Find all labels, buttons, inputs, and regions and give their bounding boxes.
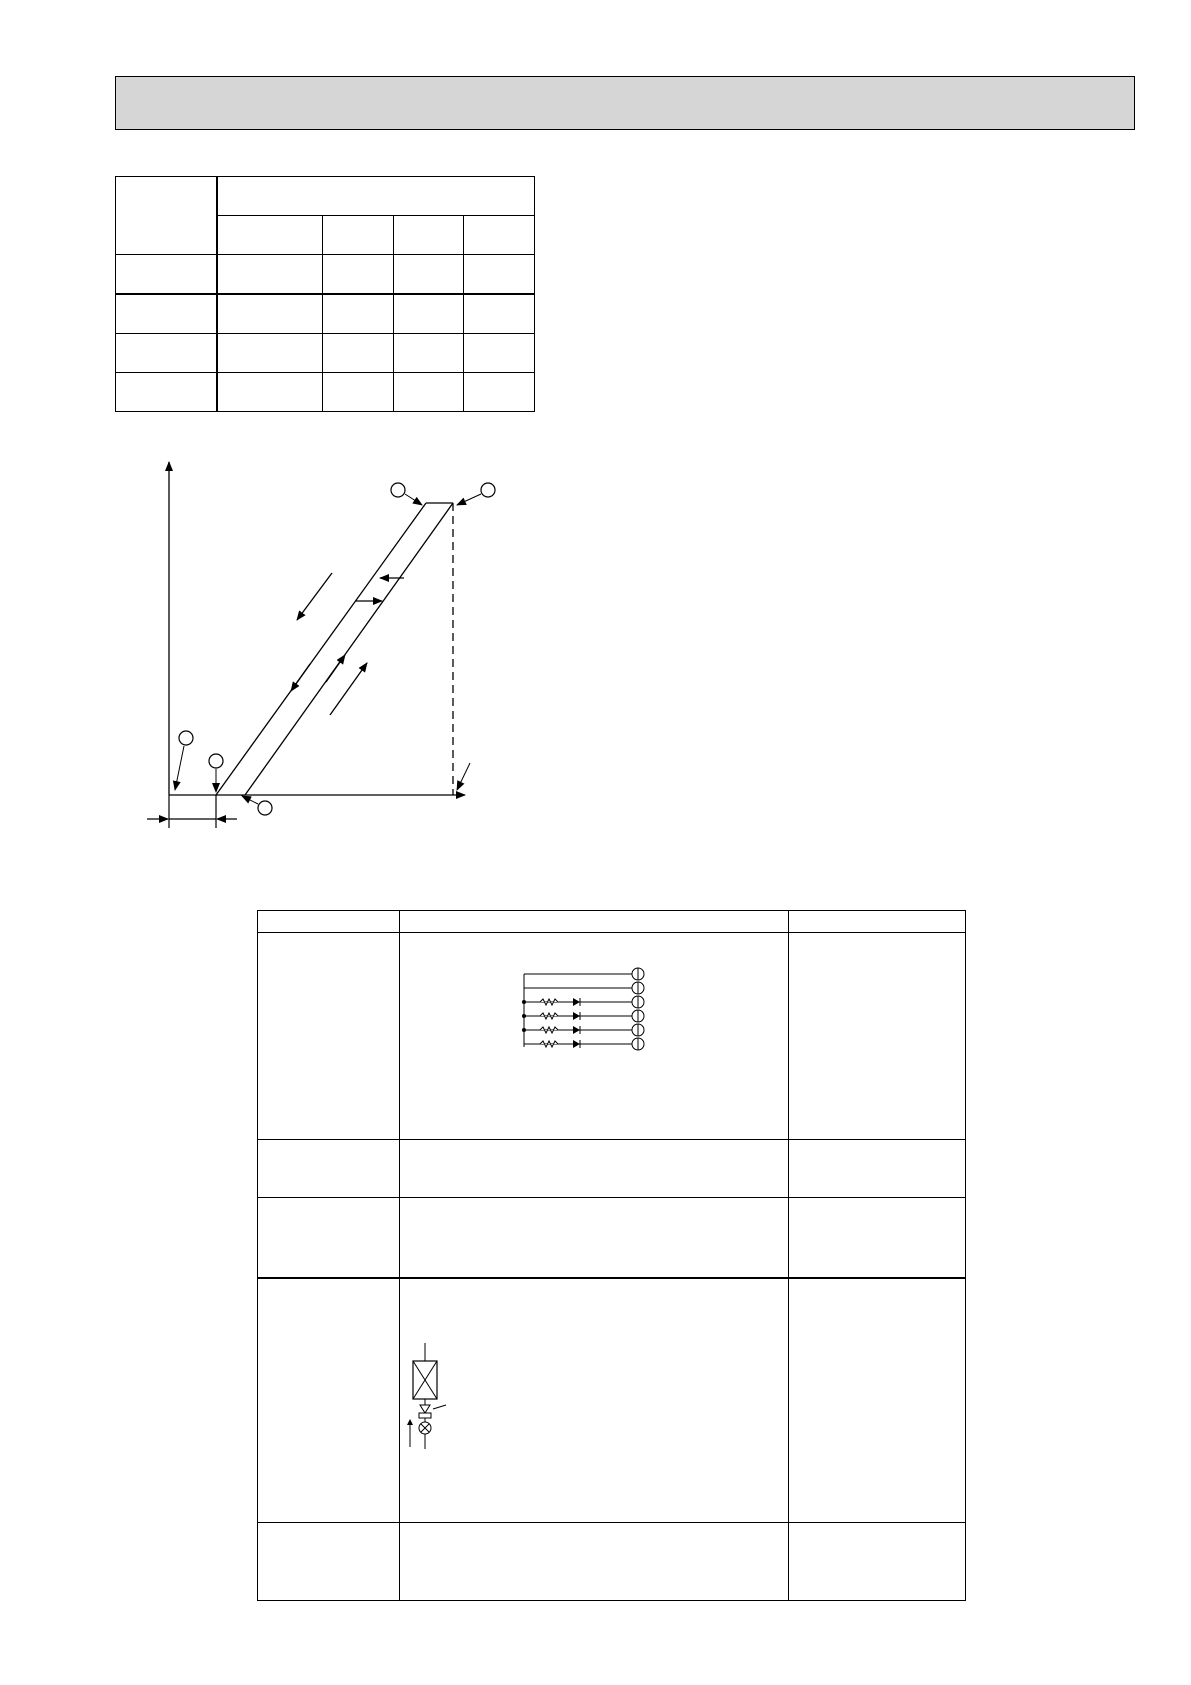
- component-description: [399, 1140, 789, 1198]
- component-description-cell: [399, 933, 789, 1140]
- spec-cell: [464, 373, 535, 412]
- marker-circle-c: [258, 801, 272, 815]
- component-note: [789, 1140, 966, 1198]
- component-note: [789, 933, 966, 1140]
- marker-leader-d: [405, 494, 422, 505]
- spec-table: [115, 176, 535, 412]
- spec-table-row: [116, 255, 535, 295]
- marker-circle-b: [209, 754, 223, 768]
- upper-curve: [245, 503, 453, 795]
- section-header-bar: [115, 76, 1135, 130]
- curve-arrow-down: [291, 664, 310, 691]
- spec-cell: [464, 255, 535, 295]
- component-table-header-row: [258, 911, 966, 933]
- spec-row-label: [116, 373, 218, 412]
- component-row: [258, 1523, 966, 1601]
- spec-table-subheader: [217, 216, 323, 255]
- component-note: [789, 1198, 966, 1279]
- component-name: [258, 1523, 400, 1601]
- marker-circle-a: [179, 731, 193, 745]
- spec-table-row: [116, 294, 535, 334]
- spec-cell: [464, 334, 535, 373]
- component-row: [258, 1140, 966, 1198]
- column-header: [399, 911, 789, 933]
- marker-leader-e: [457, 494, 481, 505]
- component-row: [258, 1198, 966, 1279]
- spec-table-row: [116, 334, 535, 373]
- spec-cell: [217, 294, 323, 334]
- valve-diagram: [400, 1279, 480, 1519]
- component-note: [789, 1523, 966, 1601]
- column-header: [258, 911, 400, 933]
- column-header: [789, 911, 966, 933]
- spec-row-label: [116, 294, 218, 334]
- spec-table-subheader: [323, 216, 394, 255]
- trend-arrow-down: [297, 573, 332, 620]
- curve-arrow-up: [326, 655, 345, 682]
- operation-graph: [130, 455, 510, 840]
- spec-cell: [323, 373, 394, 412]
- component-row: [258, 933, 966, 1140]
- trend-arrow-up: [330, 663, 367, 715]
- spec-cell: [323, 255, 394, 295]
- spec-table-corner: [116, 177, 218, 255]
- component-description-cell: [399, 1278, 789, 1523]
- component-name: [258, 1140, 400, 1198]
- component-row: [258, 1278, 966, 1523]
- component-note: [789, 1278, 966, 1523]
- spec-table-row: [116, 373, 535, 412]
- spec-cell: [217, 334, 323, 373]
- spec-cell: [323, 294, 394, 334]
- component-description: [399, 1198, 789, 1279]
- marker-leader-a: [175, 746, 184, 790]
- spec-cell: [217, 255, 323, 295]
- component-table: [257, 910, 966, 1601]
- component-name: [258, 1278, 400, 1523]
- component-name: [258, 1198, 400, 1279]
- spec-cell: [393, 334, 464, 373]
- spec-cell: [393, 255, 464, 295]
- spec-row-label: [116, 255, 218, 295]
- spec-cell: [323, 334, 394, 373]
- spec-cell: [393, 294, 464, 334]
- spec-table-subheader: [464, 216, 535, 255]
- spec-row-label: [116, 334, 218, 373]
- marker-circle-d: [391, 483, 405, 497]
- spec-cell: [464, 294, 535, 334]
- spec-cell: [393, 373, 464, 412]
- winding-diagram: [400, 933, 790, 1133]
- spec-table-subheader: [393, 216, 464, 255]
- component-description: [399, 1523, 789, 1601]
- marker-leader-c: [242, 796, 258, 804]
- marker-leader-f: [457, 763, 470, 790]
- lower-curve: [216, 503, 426, 795]
- marker-circle-e: [481, 483, 495, 497]
- spec-table-group-header: [217, 177, 535, 216]
- component-name: [258, 933, 400, 1140]
- spec-cell: [217, 373, 323, 412]
